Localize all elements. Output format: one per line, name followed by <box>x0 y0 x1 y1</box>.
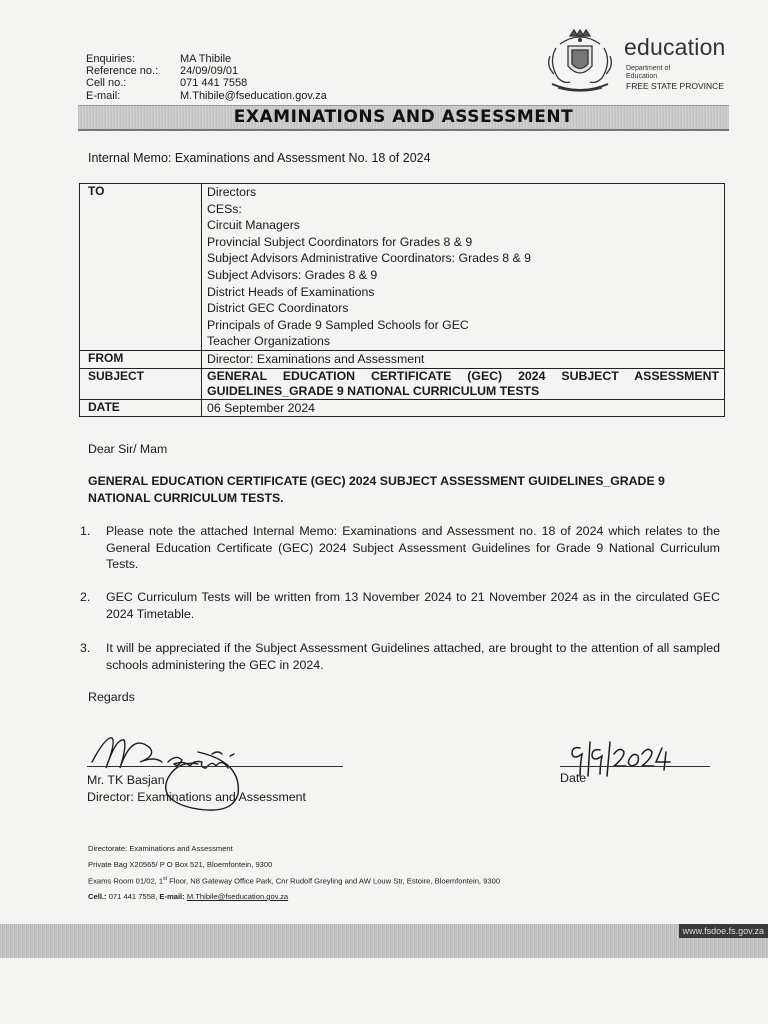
from-value: Director: Examinations and Assessment <box>202 350 725 368</box>
subject-label: SUBJECT <box>80 368 202 399</box>
contact-value: 071 441 7558 <box>180 77 248 90</box>
list-item <box>80 589 720 622</box>
to-label: TO <box>80 184 202 351</box>
from-label: FROM <box>80 350 202 368</box>
footer-cell-label: Cell.: <box>88 892 107 902</box>
signatory-title: Director: Examinations and Assessment <box>87 790 306 804</box>
recipient: Subject Advisors: Grades 8 & 9 <box>207 267 378 282</box>
signatory-block <box>87 772 306 806</box>
contact-label: Reference no.: <box>86 65 159 78</box>
logo-wordmark: education <box>624 34 726 60</box>
contact-label: E-mail: <box>86 89 121 102</box>
footer-line: Private Bag X20565/ P O Box 521, Bloemfontein, 9300 <box>88 859 273 869</box>
list-item <box>80 523 720 573</box>
contact-row-reference <box>86 65 327 77</box>
footer-line: Directorate: Examinations and Assessment <box>88 844 233 853</box>
coat-of-arms-icon <box>542 28 618 94</box>
footer-line <box>88 889 500 905</box>
to-recipients <box>202 184 725 351</box>
item-text: Please note the attached Internal Memo: Examinations and Assessment no. 18 of 2024 which relates to the General Education Certificate (GEC) 2024 Subject Assessment Guidelines for Grade 9 National Curriculum Tests. <box>106 524 720 571</box>
footer-text: Floor, N8 Gateway Office Park, Cnr Rudolf Greyling and AW Louw Str, Estoire, Bloemfontein, 9300 <box>167 876 501 886</box>
contact-row-cell <box>86 77 327 89</box>
logo-dept-line1: Department of <box>626 65 671 72</box>
item-text: GEC Curriculum Tests will be written from 13 November 2024 to 21 November 2024 as in the circulated GEC 2024 Timetable. <box>106 590 720 621</box>
recipient: Provincial Subject Coordinators for Grades 8 & 9 <box>207 234 473 249</box>
item-number: 1. <box>80 524 91 538</box>
contact-value: MA Thibile <box>180 53 232 65</box>
date-line <box>560 766 710 767</box>
table-row-from <box>80 350 725 368</box>
date-value: 06 September 2024 <box>202 399 725 417</box>
recipient: Circuit Managers <box>207 218 300 233</box>
contact-label: Cell no.: <box>86 77 127 90</box>
bottom-band <box>0 924 768 958</box>
memo-reference: Internal Memo: Examinations and Assessment No. 18 of 2024 <box>88 151 431 165</box>
signatory-name: Mr. TK Basjan <box>87 773 165 787</box>
logo-dept-line2: Education <box>626 72 658 80</box>
recipient: District Heads of Examinations <box>207 284 375 299</box>
table-row-subject <box>80 368 725 399</box>
contact-row-email <box>86 90 327 102</box>
item-number: 2. <box>80 590 91 604</box>
closing: Regards <box>88 690 135 704</box>
recipient: Subject Advisors Administrative Coordinators: Grades 8 & 9 <box>207 251 531 266</box>
footer-cell-value: 071 441 7558, <box>106 892 160 902</box>
logo-province: FREE STATE PROVINCE <box>626 81 724 91</box>
salutation: Dear Sir/ Mam <box>88 442 168 456</box>
subject-value: GENERAL EDUCATION CERTIFICATE (GEC) 2024 SUBJECT ASSESSMENT GUIDELINES_GRADE 9 NATIONAL CURRICULUM TESTS <box>202 368 725 399</box>
recipient: CESs: <box>207 201 242 216</box>
website-url: www.fsdoe.fs.gov.za <box>679 924 768 938</box>
contact-row-enquiries <box>86 53 327 65</box>
memo-routing-table <box>79 183 725 417</box>
item-number: 3. <box>80 641 91 655</box>
date-label: DATE <box>80 399 202 417</box>
signature-line <box>87 766 343 767</box>
title-banner <box>78 105 729 131</box>
date-caption: Date <box>560 771 587 785</box>
table-row-to <box>80 184 725 351</box>
footer-email-link[interactable]: M.Thibile@fseducation.gov.za <box>186 892 289 902</box>
contact-label: Enquiries: <box>86 53 135 65</box>
recipient: District GEC Coordinators <box>207 301 349 316</box>
footer-line <box>88 872 500 889</box>
recipient: Directors <box>207 185 257 199</box>
footer-sup: st <box>163 876 168 882</box>
logo-department <box>626 65 670 80</box>
recipient: Principals of Grade 9 Sampled Schools for GEC <box>207 317 469 332</box>
letter-heading: GENERAL EDUCATION CERTIFICATE (GEC) 2024 SUBJECT ASSESSMENT GUIDELINES_GRADE 9 NATIONAL CURRICULUM TESTS. <box>88 474 665 505</box>
education-logo <box>540 28 730 98</box>
page-title: EXAMINATIONS AND ASSESSMENT <box>233 107 574 127</box>
contact-value: 24/09/09/01 <box>180 65 239 78</box>
table-row-date <box>80 399 725 417</box>
item-text: It will be appreciated if the Subject Assessment Guidelines attached, are brought to the attention of all sampled schools administering the GEC in 2024. <box>106 641 720 672</box>
list-item <box>80 640 720 673</box>
recipient: Teacher Organizations <box>207 334 331 349</box>
footer-text: Exams Room 01/02, 1 <box>88 876 164 886</box>
contact-block <box>86 53 327 102</box>
footer-address <box>88 841 500 905</box>
contact-value: M.Thibile@fseducation.gov.za <box>180 89 327 102</box>
footer-email-label: E-mail: <box>159 892 185 902</box>
